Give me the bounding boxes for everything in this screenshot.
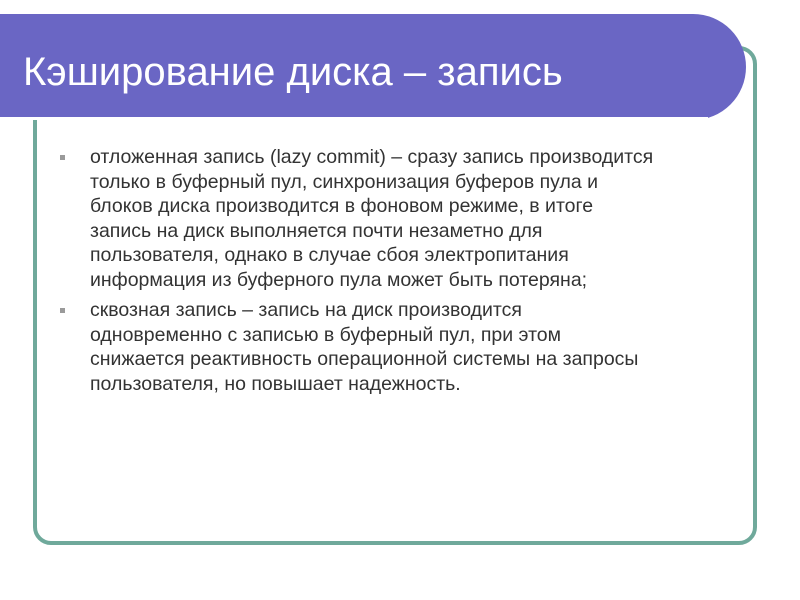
bullet-list: [60, 145, 750, 402]
bullet-line: сквозная запись – запись на диск производится: [90, 299, 522, 321]
bullet-marker-icon: [60, 155, 65, 160]
bullet-item-lazy-commit: [60, 145, 750, 292]
bullet-line: только в буферный пул, синхронизация буферов пула и: [90, 170, 599, 193]
bullet-line: запись на диск выполняется почти незаметно для: [90, 219, 543, 242]
bullet-line: блоков диска производится в фоновом режиме, в итоге: [90, 195, 594, 217]
bullet-line: пользователя, но повышает надежность.: [90, 372, 461, 395]
slide-title: Кэширование диска – запись: [23, 50, 563, 94]
title-underline: [0, 117, 708, 120]
bullet-line: пользователя, однако в случае сбоя электропитания: [90, 244, 569, 266]
bullet-line: информация из буферного пула может быть потеряна;: [90, 268, 588, 291]
bullet-line: снижается реактивность операционной системы на запросы: [90, 348, 639, 370]
bullet-item-write-through: [60, 298, 750, 396]
bullet-line: отложенная запись (lazy commit) – сразу запись производится: [90, 146, 654, 168]
title-banner: [0, 14, 746, 120]
bullet-line: одновременно с записью в буферный пул, при этом: [90, 323, 562, 346]
bullet-marker-icon: [60, 308, 65, 313]
